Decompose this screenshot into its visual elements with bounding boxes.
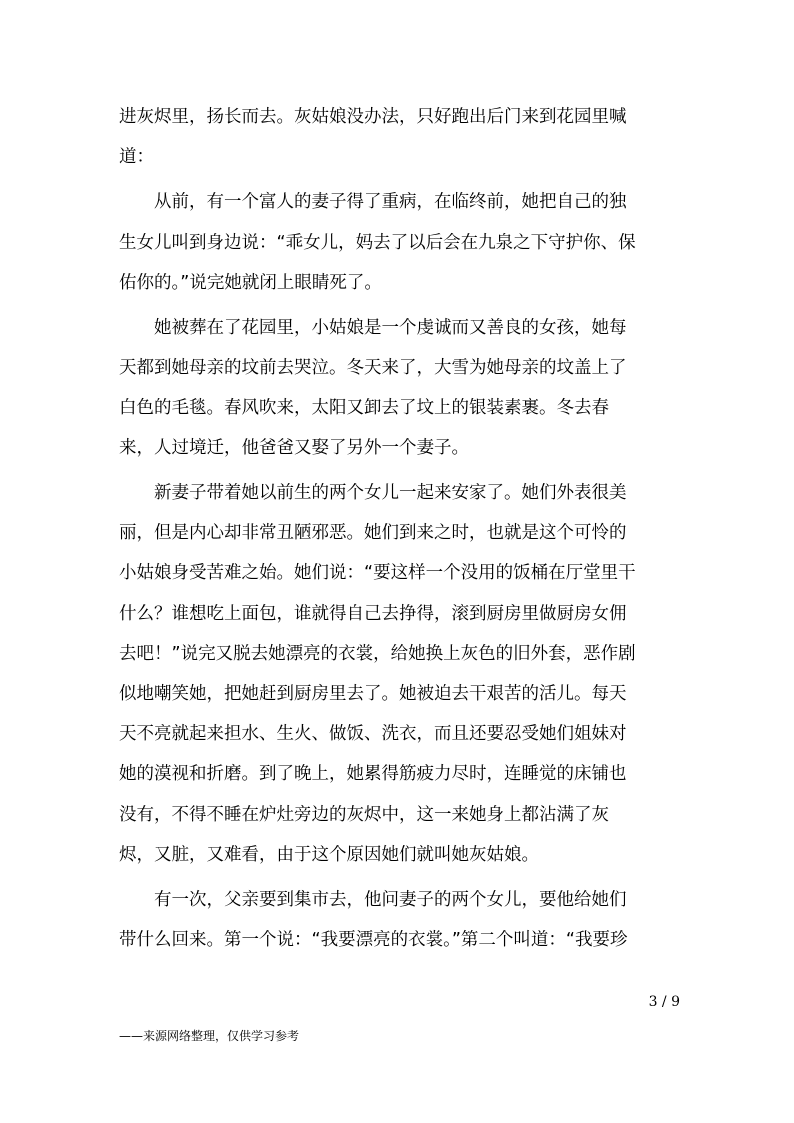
body-text-line: 从前，有一个富人的妻子得了重病，在临终前，她把自己的独	[119, 192, 627, 212]
body-text-line: 似地嘲笑她，把她赶到厨房里去了。她被迫去干艰苦的活儿。每天	[119, 684, 627, 704]
body-text-line: 道：	[119, 147, 154, 167]
body-text-line: 进灰烬里，扬长而去。灰姑娘没办法，只好跑出后门来到花园里喊	[119, 107, 627, 127]
footer-note: ——来源网络整理，仅供学习参考	[119, 1029, 300, 1043]
page-number: 3 / 9	[648, 994, 680, 1010]
body-text-line: 天不亮就起来担水、生火、做饭、洗衣，而且还要忍受她们姐妹对	[119, 724, 627, 744]
body-text-line: 天都到她母亲的坟前去哭泣。冬天来了，大雪为她母亲的坟盖上了	[119, 358, 627, 378]
body-text-line: 小姑娘身受苦难之始。她们说：“要这样一个没用的饭桶在厅堂里干	[119, 563, 636, 583]
body-text-line: 她的漠视和折磨。到了晚上，她累得筋疲力尽时，连睡觉的床铺也	[119, 764, 627, 784]
body-text-line: 丽，但是内心却非常丑陋邪恶。她们到来之时，也就是这个可怜的	[119, 523, 627, 543]
body-text-line: 有一次，父亲要到集市去，他问妻子的两个女儿，要他给她们	[119, 890, 627, 910]
body-text-line: 烬，又脏，又难看，由于这个原因她们就叫她灰姑娘。	[119, 845, 539, 865]
body-text-line: 没有，不得不睡在炉灶旁边的灰烬中，这一来她身上都沾满了灰	[119, 805, 609, 825]
body-text-line: 佑你的。”说完她就闭上眼睛死了。	[119, 273, 382, 293]
body-text-line: 来，人过境迁，他爸爸又娶了另外一个妻子。	[119, 438, 469, 458]
body-text-line: 白色的毛毯。春风吹来，太阳又卸去了坟上的银装素裹。冬去春	[119, 398, 609, 418]
body-text-line: 新妻子带着她以前生的两个女儿一起来安家了。她们外表很美	[119, 483, 627, 503]
body-text-line: 带什么回来。第一个说：“我要漂亮的衣裳。”第二个叫道：“我要珍	[119, 930, 628, 950]
body-text-line: 什么？谁想吃上面包，谁就得自己去挣得，滚到厨房里做厨房女佣	[119, 604, 627, 624]
body-text-line: 去吧！”说完又脱去她漂亮的衣裳，给她换上灰色的旧外套，恶作剧	[119, 644, 636, 664]
body-text-line: 她被葬在了花园里，小姑娘是一个虔诚而又善良的女孩，她每	[119, 318, 627, 338]
body-text-line: 生女儿叫到身边说：“乖女儿，妈去了以后会在九泉之下守护你、保	[119, 233, 636, 253]
